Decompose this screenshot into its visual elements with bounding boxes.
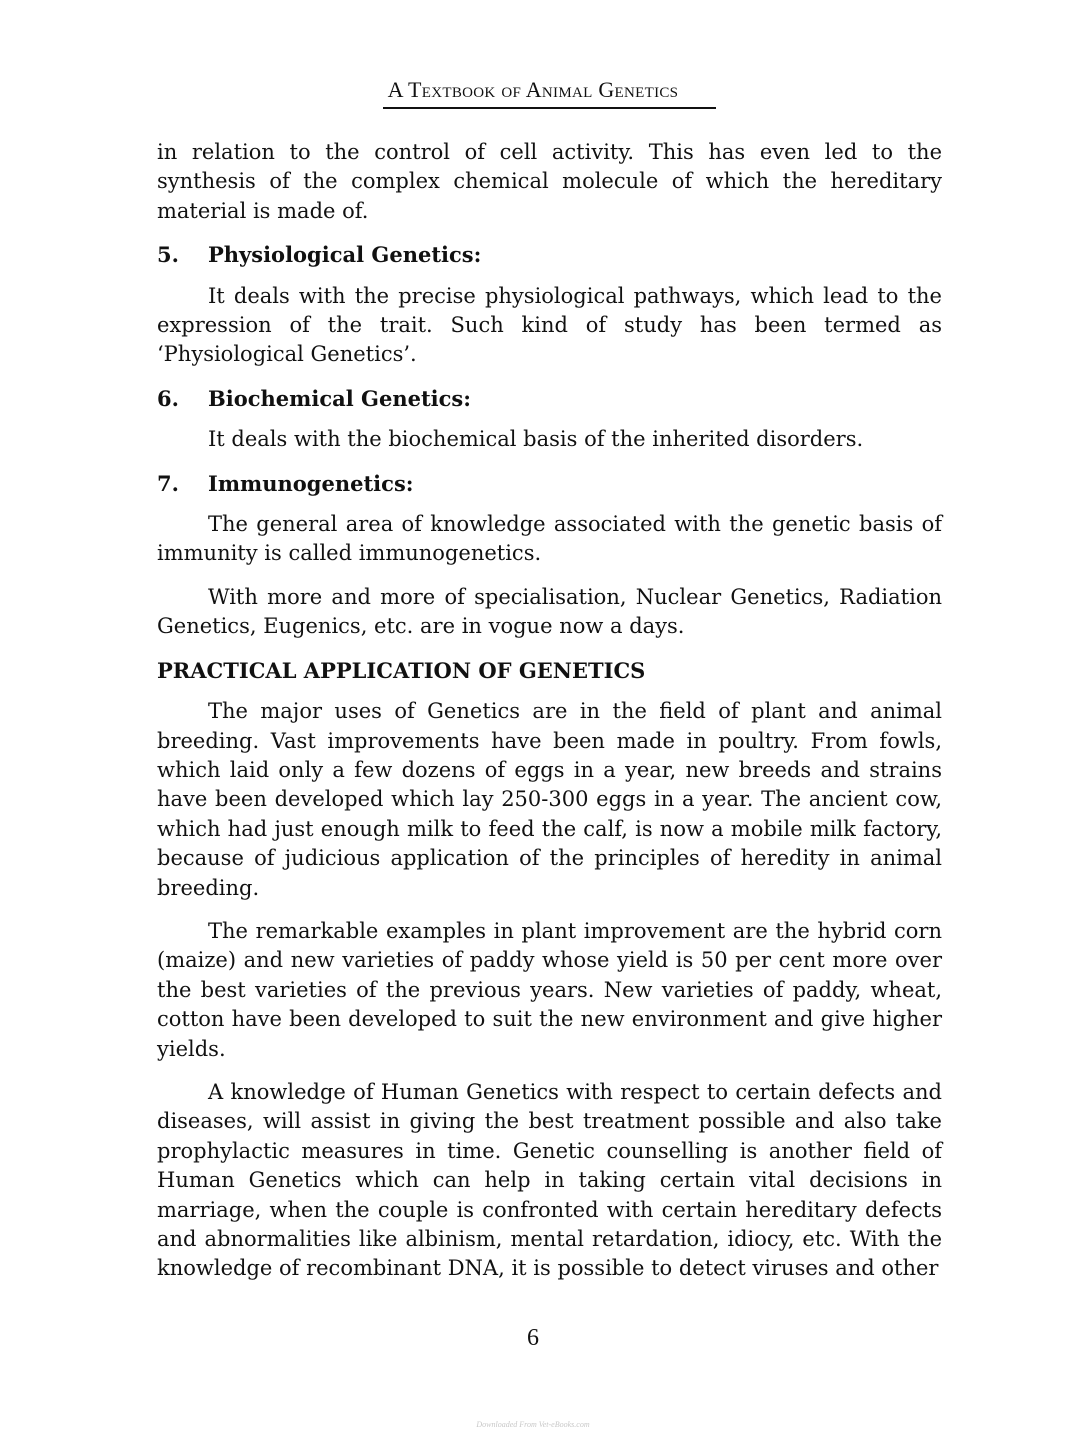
intro-paragraph: in relation to the control of cell activity. This has even led to the synthesis of the complex chemical molecule of which the hereditary material is made of. <box>157 140 942 223</box>
section-paragraph: With more and more of specialisation, Nuclear Genetics, Radiation Genetics, Eugenics, etc. are in vogue now a days. <box>157 584 942 639</box>
section-title: Physiological Genetics: <box>208 242 482 268</box>
section-paragraph: It deals with the precise physiological pathways, which lead to the expression of the trait. Such kind of study has been termed as ‘Physiological Genetics’. <box>157 283 942 367</box>
section-paragraph: The general area of knowledge associated with the genetic basis of immunity is called immunogenetics. <box>157 512 942 566</box>
running-title: A Textbook of Animal Genetics <box>387 77 679 102</box>
practical-paragraph: The remarkable examples in plant improvement are the hybrid corn (maize) and new varieties of paddy whose yield is 50 per cent more over the best varieties of the previous years. New varieties of paddy, wheat, cotton have been developed to suit the new environment and give higher yields. <box>157 918 942 1061</box>
page-body <box>157 138 942 1298</box>
section-title: Biochemical Genetics: <box>208 385 471 411</box>
practical-application-heading: PRACTICAL APPLICATION OF GENETICS <box>157 657 646 683</box>
practical-paragraph: A knowledge of Human Genetics with respect to certain defects and diseases, will assist in giving the best treatment possible and also take prophylactic measures in time. Genetic counselling is another field of Human Genetics which can help in taking certain vital decisions in marriage, when the couple is confronted with certain hereditary defects and abnormalities like albinism, mental retardation, idiocy, etc. With the knowledge of recombinant DNA, it is possible to detect viruses and other <box>157 1079 942 1281</box>
section-number: 5. <box>157 242 179 268</box>
section-paragraph: It deals with the biochemical basis of the inherited disorders. <box>208 427 864 452</box>
section-title: Immunogenetics: <box>208 470 414 496</box>
section-heading-physiological-genetics <box>157 240 942 269</box>
section-number: 6. <box>157 385 179 411</box>
header-rule <box>383 107 716 109</box>
section-number: 7. <box>157 470 179 496</box>
practical-paragraph: The major uses of Genetics are in the field of plant and animal breeding. Vast improvements have been made in poultry. From fowls, which laid only a few dozens of eggs in a year, new breeds and strains have been developed which lay 250-300 eggs in a year. The ancient cow, which had just enough milk to feed the calf, is now a mobile milk factory, because of judicious application of the principles of heredity in animal breeding. <box>157 699 942 900</box>
download-watermark: Downloaded From Vet-eBooks.com <box>476 1420 590 1429</box>
section-heading-immunogenetics <box>157 469 942 498</box>
page-number: 6 <box>527 1325 539 1351</box>
section-heading-biochemical-genetics <box>157 384 942 413</box>
